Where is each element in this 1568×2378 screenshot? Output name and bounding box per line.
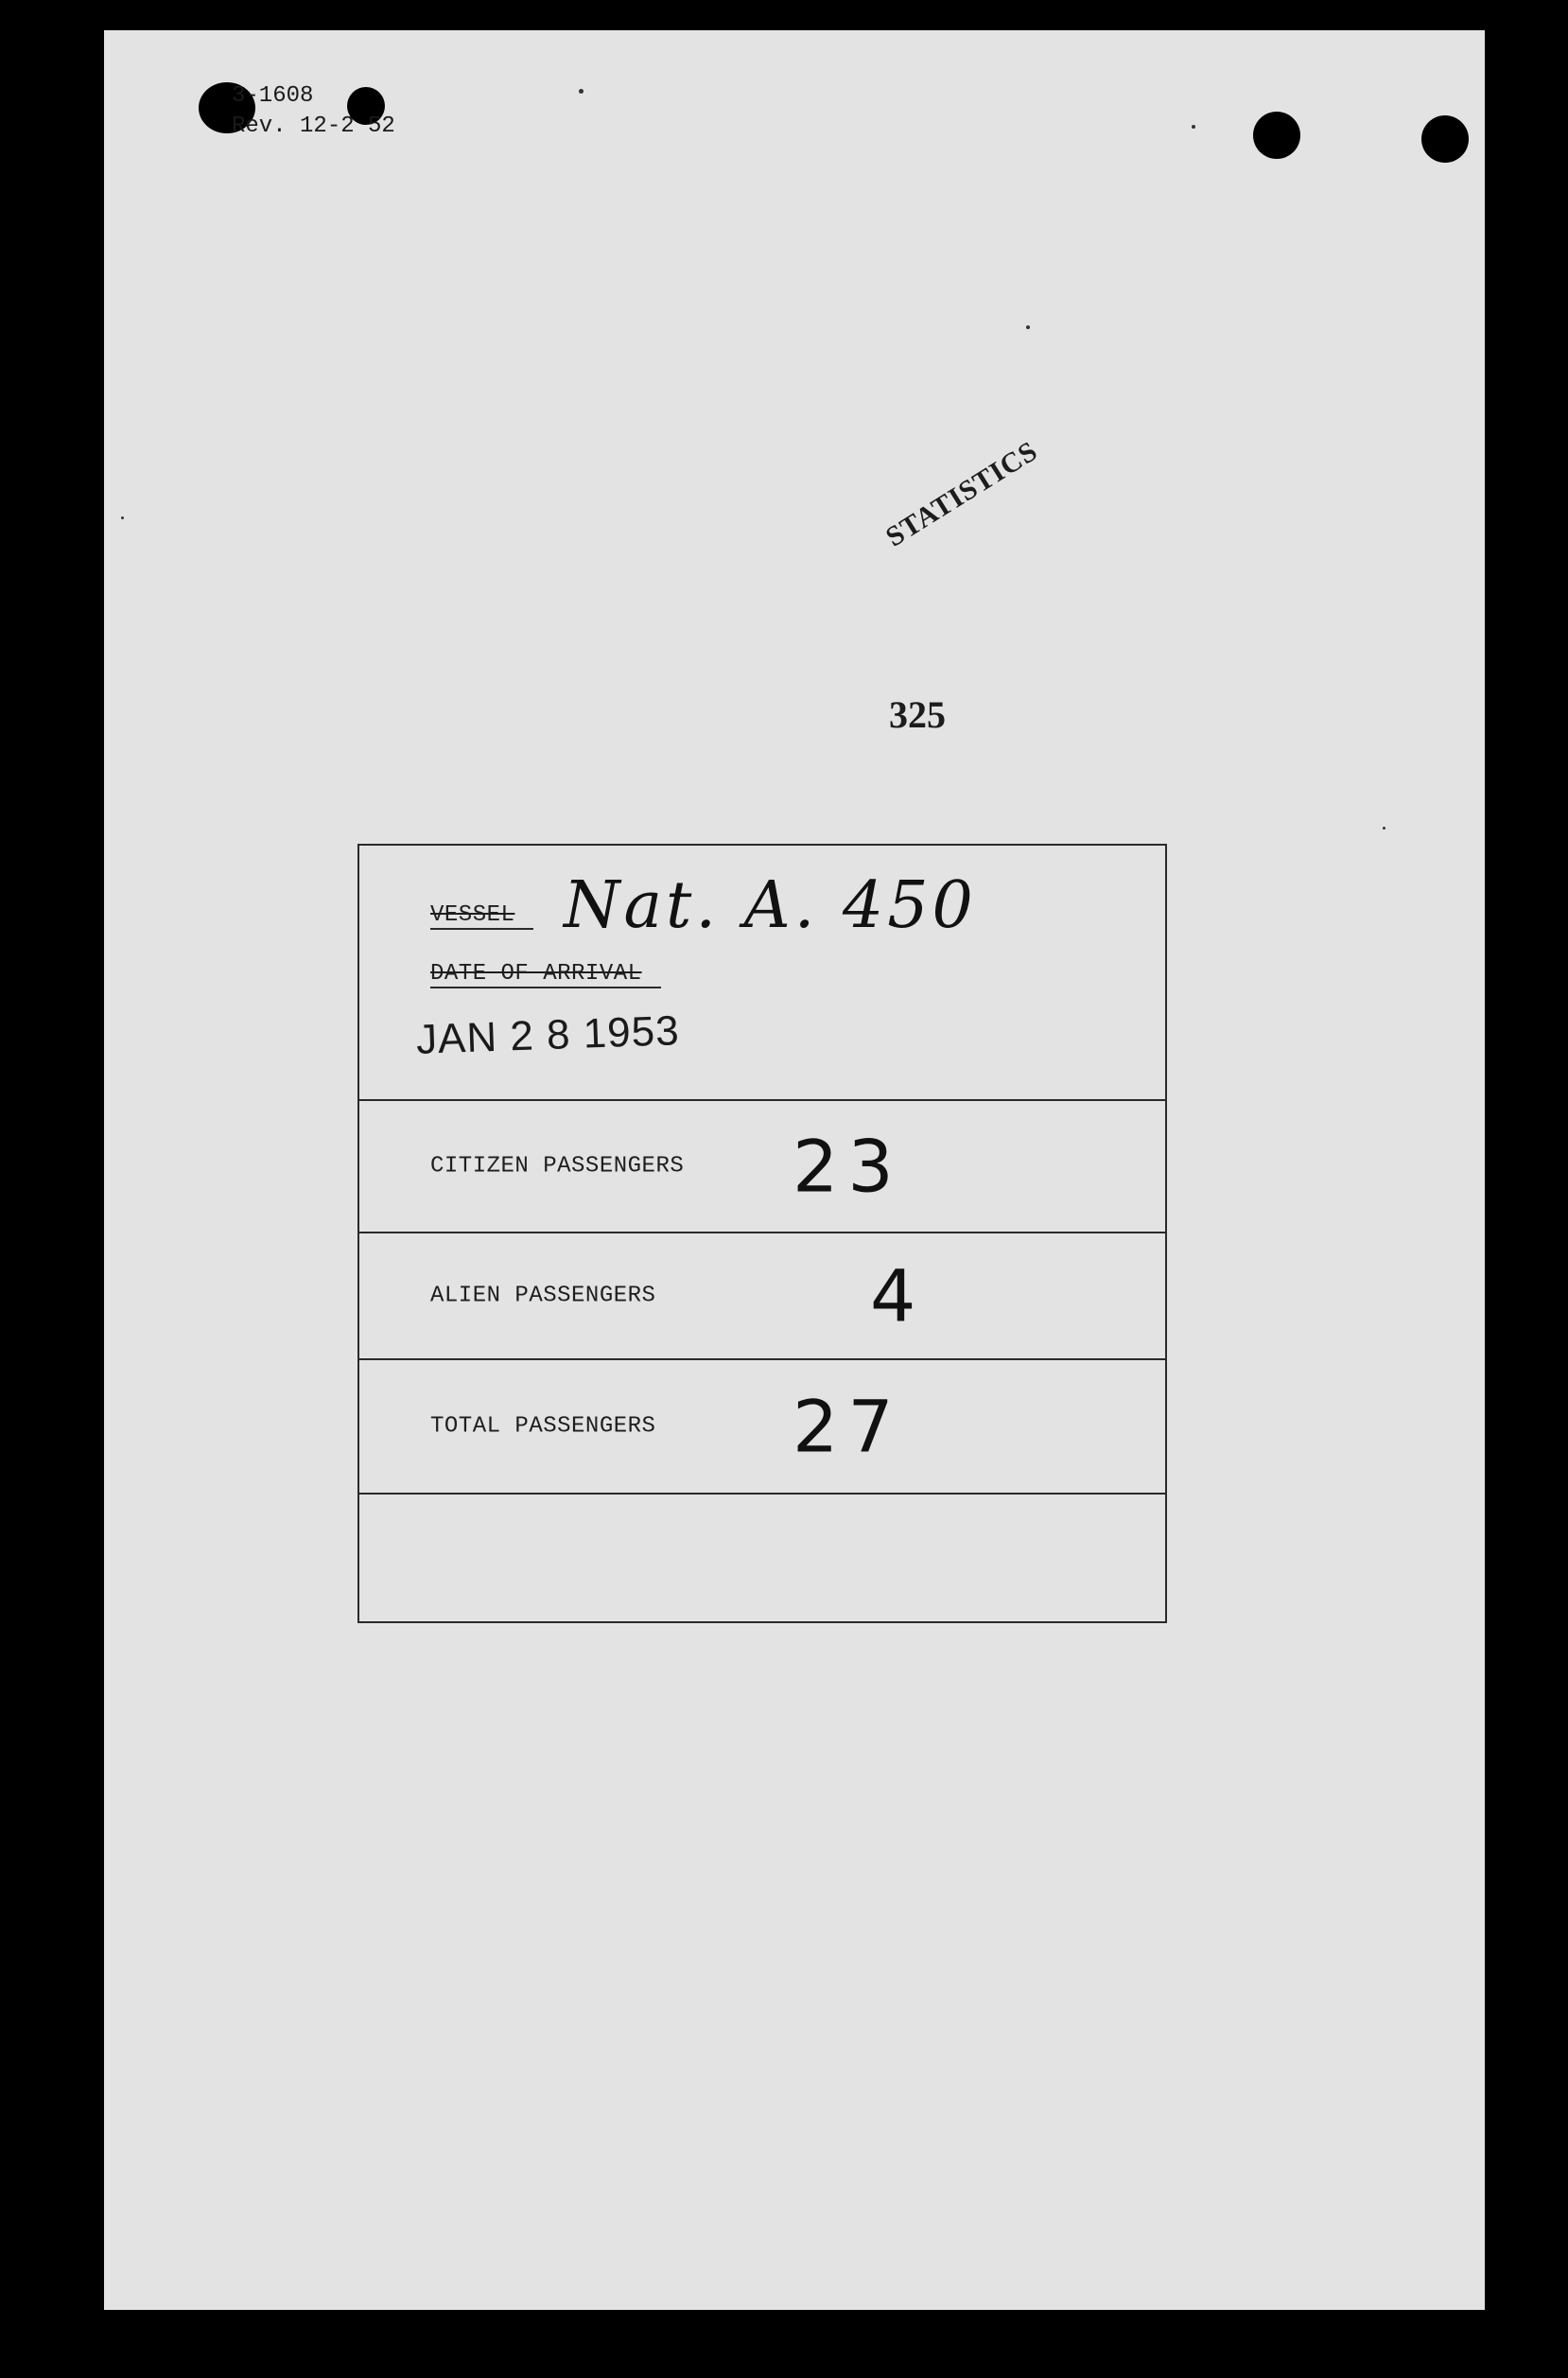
vessel-row [359,846,1165,1101]
punch-hole [1253,112,1300,159]
citizen-passengers-row [359,1101,1165,1233]
alien-passengers-row [359,1233,1165,1360]
form-number-block [232,81,395,142]
alien-passengers-label: ALIEN PASSENGERS [430,1283,656,1309]
total-passengers-label: TOTAL PASSENGERS [430,1413,656,1440]
speck [579,89,584,94]
form-revision: Rev. 12-2 52 [232,114,395,139]
vessel-name: Nat. A. 450 [564,868,977,943]
statistics-stamp: STATISTICS [880,434,1044,553]
speck [1192,125,1195,129]
punch-hole [1421,115,1469,163]
document-page [104,30,1485,2310]
vessel-label: VESSEL [430,902,533,930]
total-passengers-row [359,1360,1165,1495]
passenger-form [357,844,1167,1623]
blank-row [359,1495,1165,1623]
speck [121,516,124,519]
citizen-passengers-label: CITIZEN PASSENGERS [430,1153,685,1180]
citizen-passengers-count: 23 [793,1124,903,1209]
date-of-arrival-label: DATE OF ARRIVAL [430,961,661,988]
arrival-date-stamp: JAN 2 8 1953 [415,1007,681,1063]
speck [1383,827,1385,830]
alien-passengers-count: 4 [870,1253,926,1338]
speck [1026,325,1030,329]
page-number: 325 [889,693,946,736]
form-number: 3-1608 [232,83,314,109]
total-passengers-count: 27 [793,1384,903,1469]
